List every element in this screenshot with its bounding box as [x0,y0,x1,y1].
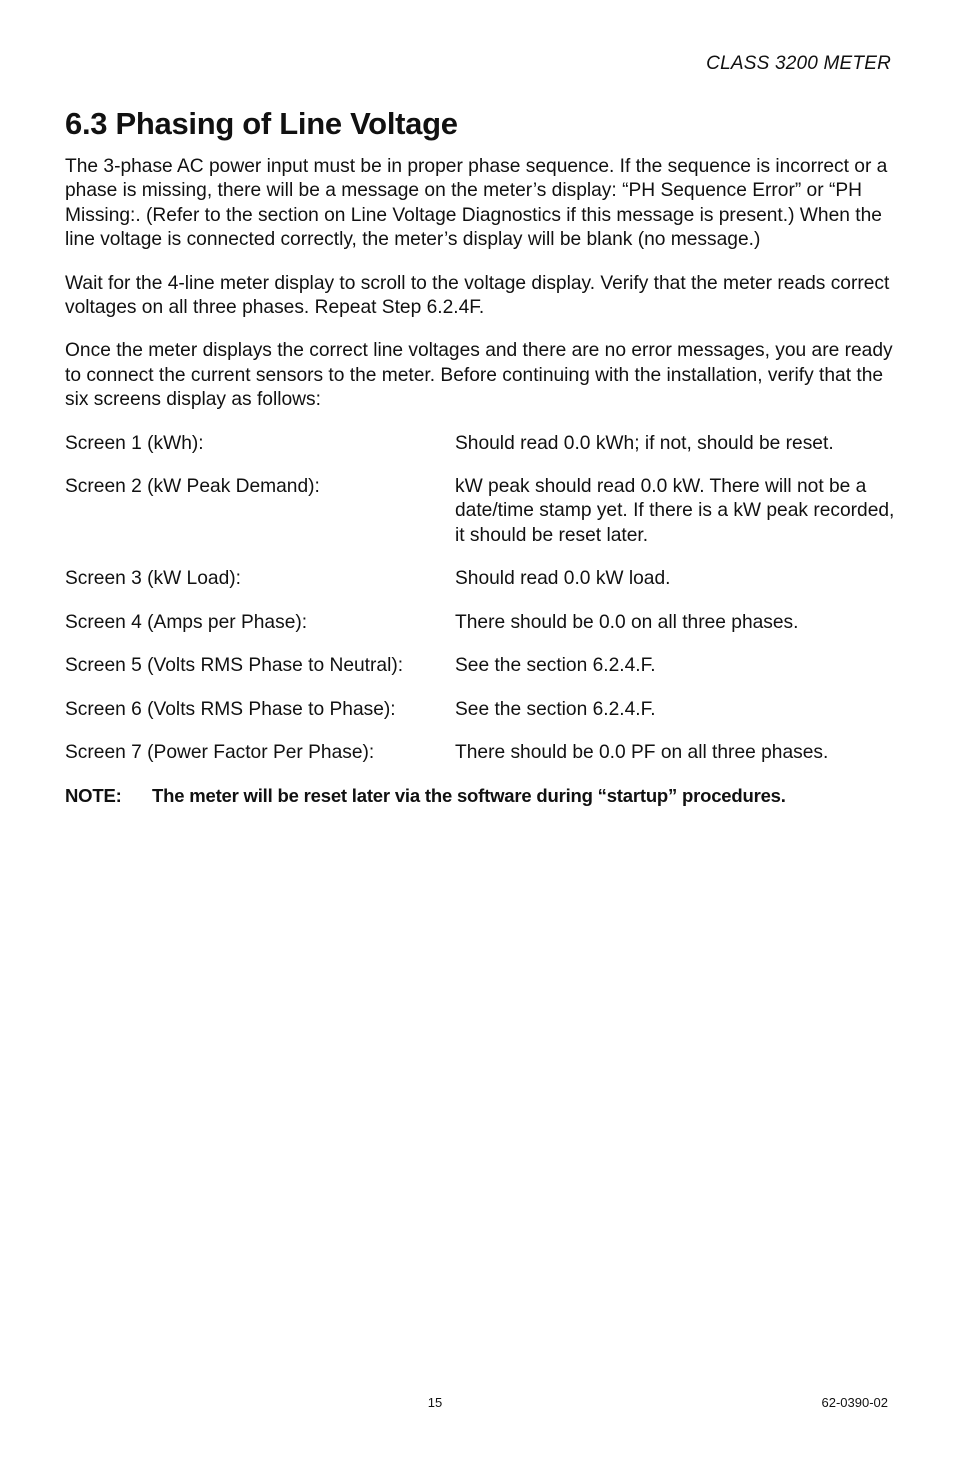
screen-value: See the section 6.2.4.F. [455,655,656,677]
screen-value: There should be 0.0 PF on all three phases. [455,741,829,763]
paragraph-screens-intro: Once the meter displays the correct line voltages and there are no error messages, you are ready to connect the current sensors to the meter. Before continuing with the installation, verify that the six screens display as follows: [65,340,893,411]
note-label: NOTE: [65,785,122,807]
screen-list [65,432,895,766]
screen-row [65,741,895,765]
screen-value: There should be 0.0 on all three phases. [455,611,799,633]
screen-value: See the section 6.2.4.F. [455,698,656,720]
screen-label: Screen 3 (kW Load): [65,568,241,590]
screen-label: Screen 2 (kW Peak Demand): [65,476,320,498]
screen-label: Screen 1 (kWh): [65,432,204,454]
screen-row [65,567,895,591]
paragraph-phase-sequence: The 3-phase AC power input must be in proper phase sequence. If the sequence is incorrect or a phase is missing, there will be a message on the meter’s display: “PH Sequence Error” or “PH Missing:. (Refer to the section on Line Voltage Diagnostics if this message is present.) When the line voltage is connected correctly, the meter’s display will be blank (no message.) [65,156,888,251]
note [65,784,895,808]
screen-row [65,475,895,548]
screen-row [65,611,895,635]
screen-value: Should read 0.0 kWh; if not, should be reset. [455,432,834,454]
paragraph-voltage-display: Wait for the 4-line meter display to scroll to the voltage display. Verify that the meter reads correct voltages on all three phases. Repeat Step 6.2.4F. [65,272,890,319]
running-header: CLASS 3200 METER [706,53,891,74]
screen-value: kW peak should read 0.0 kW. There will not be a date/time stamp yet. If there is a kW peak recorded, it should be reset later. [455,476,895,546]
screen-label: Screen 6 (Volts RMS Phase to Phase): [65,698,396,720]
screen-row [65,698,895,722]
document-number: 62-0390-02 [821,1395,888,1410]
page-number: 15 [427,1395,443,1410]
section-heading: 6.3 Phasing of Line Voltage [65,106,458,141]
screen-label: Screen 4 (Amps per Phase): [65,611,308,633]
screen-row [65,432,895,456]
screen-label: Screen 5 (Volts RMS Phase to Neutral): [65,655,404,677]
screen-row [65,654,895,678]
section-body [65,155,895,809]
note-text: The meter will be reset later via the software during “startup” procedures. [152,785,786,807]
screen-label: Screen 7 (Power Factor Per Phase): [65,741,375,763]
screen-value: Should read 0.0 kW load. [455,568,671,590]
